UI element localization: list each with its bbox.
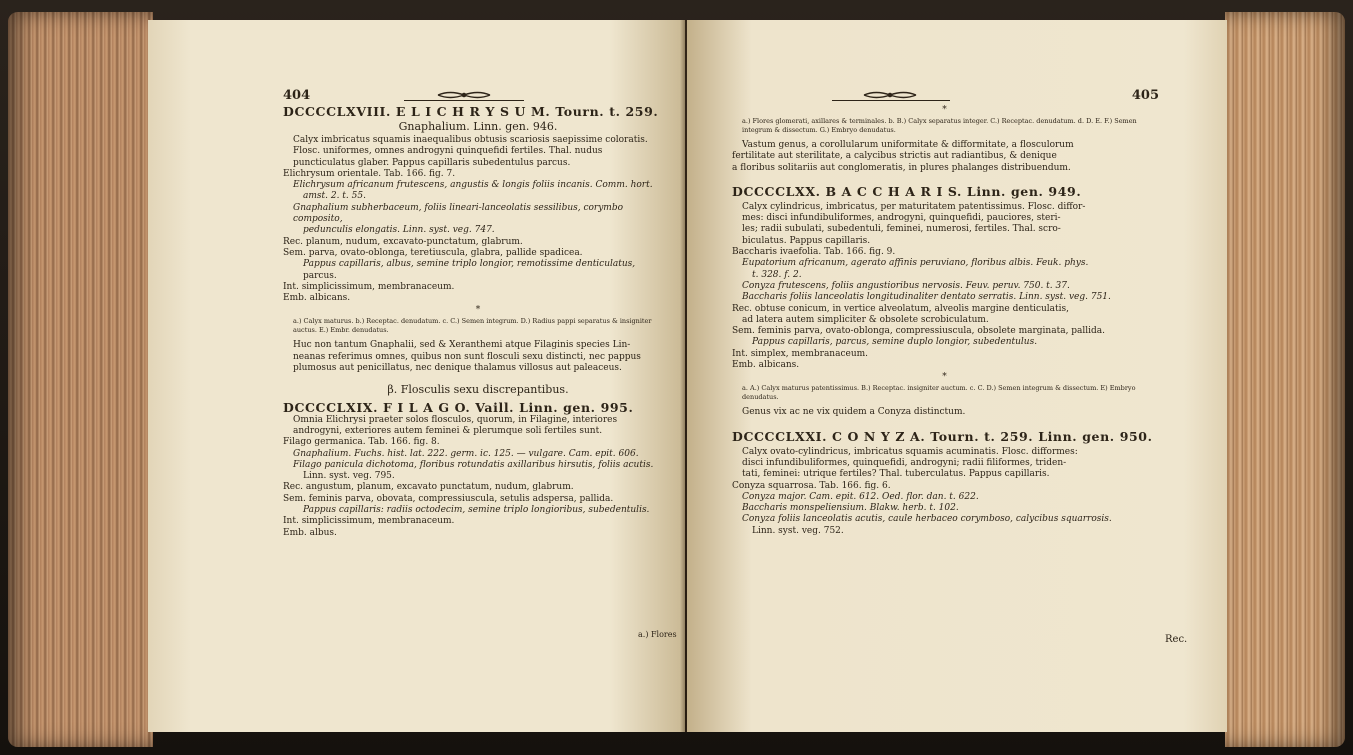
- synonym-line: Baccharis foliis lanceolatis longitudinaliter dentato serratis. Linn. syst. veg. 751.: [742, 292, 1111, 303]
- asterisk-separator: *: [942, 105, 947, 115]
- integument-line: Int. simplex, membranaceum.: [732, 348, 869, 359]
- description-line: Calyx cylindricus, imbricatus, per maturitatem patentissimus. Flosc. diffor-: [742, 201, 1086, 212]
- synonym-line: Linn. syst. veg. 795.: [303, 471, 395, 482]
- left-catchword: a.) Flores: [638, 630, 677, 639]
- paragraph-line: neanas referimus omnes, quibus non sunt flosculi sexu distincti, nec pappus: [293, 351, 641, 362]
- paragraph-line: Huc non tantum Gnaphalii, sed & Xeranthemi atque Filaginis species Lin-: [293, 340, 631, 351]
- section-beta-heading: β. Flosculis sexu discrepantibus.: [387, 383, 569, 397]
- description-line: Calyx ovato-cylindricus, imbricatus squamis acuminatis. Flosc. difformes:: [742, 446, 1078, 457]
- book-right-edge: [1225, 12, 1345, 747]
- synonym-line: Eupatorium africanum, agerato affinis peruviano, floribus albis. Feuk. phys.: [742, 258, 1089, 269]
- paragraph-line: fertilitate aut sterilitate, a calycibus strictis aut radiantibus, & denique: [732, 151, 1057, 162]
- seed-line: Sem. parva, ovato-oblonga, teretiuscula, glabra, pallide spadicea.: [283, 247, 583, 258]
- description-line: androgyni, exteriores autem feminei & plerumque soli fertiles sunt.: [293, 425, 603, 436]
- synonym-line: amst. 2. t. 55.: [303, 191, 366, 202]
- paragraph-line: plumosus aut penicillatus, nec denique thalamus villosus aut paleaceus.: [293, 363, 622, 374]
- genus-note: Genus vix ac ne vix quidem a Conyza distinctum.: [742, 407, 966, 418]
- figure-note: a.) Calyx maturus. b.) Receptac. denudatum. c. C.) Semen integrum. D.) Radius pappi separatus & insigniter auctus. E.) Embr. denudatus.: [293, 317, 652, 334]
- description-line: biculatus. Pappus capillaris.: [742, 235, 871, 246]
- synonym-line: Baccharis monspeliensium. Blakw. herb. t. 102.: [742, 503, 959, 514]
- left-page-number: 404: [283, 88, 311, 103]
- description-line: les; radii subulati, subedentuli, feminei, numerosi, fertiles. Thal. scro-: [742, 224, 1061, 235]
- pappus-line: Pappus capillaris, albus, semine triplo longior, remotissime denticulatus,: [303, 259, 636, 270]
- asterisk-separator: *: [942, 372, 947, 383]
- genus-heading-baccharis: DCCCCLXX. B A C C H A R I S. Linn. gen. 949.: [732, 183, 1082, 199]
- seed-line: Sem. feminis parva, ovato-oblonga, compressiuscula, obsolete marginata, pallida.: [732, 326, 1106, 337]
- synonym-line: Conyza foliis lanceolatis acutis, caule herbaceo corymboso, calycibus squarrosis.: [742, 514, 1112, 525]
- right-page-text: [732, 82, 1157, 537]
- figure-note: a.) Flores glomerati, axillares & terminales. b. B.) Calyx separatus integer. C.) Receptac. denudatum. d. D. E. F.) Semen integrum & dissectum. G.) Embryo denudatus.: [742, 117, 1137, 134]
- description-line: Calyx imbricatus squamis inaequalibus obtusis scariosis saepissime coloratis.: [293, 135, 648, 145]
- paragraph-line: Vastum genus, a corollularum uniformitate & difformitate, a flosculorum: [742, 140, 1074, 150]
- integument-line: Int. simplicissimum, membranaceum.: [283, 516, 455, 527]
- seed-line: Sem. feminis parva, obovata, compressiuscula, setulis adspersa, pallida.: [283, 493, 614, 504]
- species-name: Elichrysum orientale. Tab. 166. fig. 7.: [283, 168, 456, 179]
- embryo-line: Emb. albus.: [283, 527, 337, 538]
- paragraph-line: a floribus solitariis aut conglomeratis, in plures phalanges distribuendum.: [732, 162, 1071, 173]
- pappus-line: Pappus capillaris: radiis octodecim, semine triplo longioribus, subedentulis.: [303, 505, 650, 516]
- figure-note: a. A.) Calyx maturus patentissimus. B.) Receptac. insigniter auctum. c. C. D.) Semen integrum & dissectum. E) Embryo denudatus.: [742, 384, 1136, 401]
- right-catchword: Rec.: [1165, 634, 1188, 645]
- description-line: puncticulatus glaber. Pappus capillaris subedentulus parcus.: [293, 157, 571, 168]
- right-page-number: 405: [1131, 88, 1159, 103]
- description-line: Flosc. uniformes, omnes androgyni quinquefidi fertiles. Thal. nudus: [293, 146, 603, 157]
- description-line: Omnia Elichrysi praeter solos flosculos, quorum, in Filagine, interiores: [293, 414, 618, 425]
- integument-line: Int. simplicissimum, membranaceum.: [283, 281, 455, 292]
- book-left-edge: [8, 12, 153, 747]
- synonym-line: Linn. syst. veg. 752.: [752, 525, 844, 536]
- receptacle-line: Rec. angustum, planum, excavato punctatum, nudum, glabrum.: [283, 482, 574, 493]
- synonym-line: Conyza major. Cam. epit. 612. Oed. flor. dan. t. 622.: [742, 491, 979, 502]
- genus-heading-elichrysum: DCCCCLXVIII. E L I C H R Y S U M. Tourn. t. 259.: [283, 104, 659, 119]
- synonym-line: Gnaphalium subherbaceum, foliis lineari-lanceolatis sessilibus, corymbo composito,: [293, 202, 624, 225]
- left-page-text: [283, 82, 673, 539]
- synonym-line: t. 328. f. 2.: [752, 269, 802, 280]
- receptacle-line: Rec. planum, nudum, excavato-punctatum, glabrum.: [283, 236, 523, 247]
- description-line: mes: disci infundibuliformes, androgyni, quinquefidi, pauciores, steri-: [742, 213, 1061, 224]
- description-line: tati, feminei: utrique fertiles? Thal. tuberculatus. Pappus capillaris.: [742, 469, 1050, 480]
- description-line: disci infundibuliformes, quinquefidi, androgyni; radii filiformes, triden-: [742, 457, 1067, 468]
- receptacle-line: Rec. obtuse conicum, in vertice alveolatum, alveolis margine denticulatis,: [732, 303, 1070, 314]
- left-page: [148, 20, 685, 732]
- pappus-line: Pappus capillaris, parcus, semine duplo longior, subedentulus.: [752, 337, 1038, 348]
- pappus-line: parcus.: [303, 270, 337, 281]
- synonym-line: pedunculis elongatis. Linn. syst. veg. 747.: [303, 225, 495, 236]
- synonym-line: Filago panicula dichotoma, floribus rotundatis axillaribus hirsutis, foliis acutis.: [293, 459, 654, 470]
- embryo-line: Emb. albicans.: [732, 360, 800, 371]
- synonym-line: Elichrysum africanum frutescens, angustis & longis foliis incanis. Comm. hort.: [293, 180, 653, 191]
- species-name: Filago germanica. Tab. 166. fig. 8.: [283, 437, 440, 448]
- species-name: Conyza squarrosa. Tab. 166. fig. 6.: [732, 480, 891, 491]
- right-page: [687, 20, 1227, 732]
- synonym-line: Conyza frutescens, foliis angustioribus nervosis. Feuv. peruv. 750. t. 37.: [742, 280, 1070, 291]
- species-name: Baccharis ivaefolia. Tab. 166. fig. 9.: [732, 247, 896, 258]
- synonym-line: Gnaphalium. Fuchs. hist. lat. 222. germ. ic. 125. — vulgare. Cam. epit. 606.: [293, 448, 639, 459]
- receptacle-line: ad latera autem simpliciter & obsolete scrobiculatum.: [742, 314, 989, 325]
- genus-heading-conyza: DCCCCLXXI. C O N Y Z A. Tourn. t. 259. Linn. gen. 950.: [732, 428, 1153, 444]
- embryo-line: Emb. albicans.: [283, 293, 351, 304]
- genus-subheading-gnaphalium: Gnaphalium. Linn. gen. 946.: [398, 120, 558, 133]
- asterisk-separator: *: [475, 305, 481, 316]
- genus-heading-filago: DCCCCLXIX. F I L A G O. Vaill. Linn. gen. 995.: [283, 399, 634, 415]
